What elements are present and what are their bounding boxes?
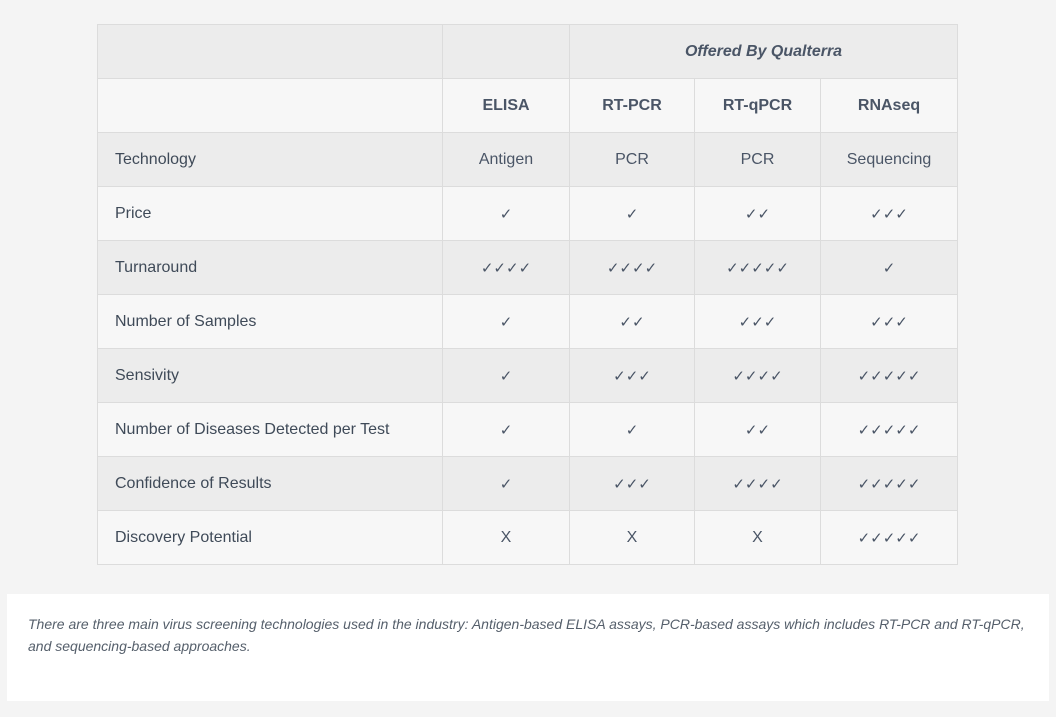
row-label-turnaround: Turnaround xyxy=(98,241,443,295)
table-cell: ✓✓✓✓ xyxy=(570,241,695,295)
table-cell: ✓ xyxy=(570,403,695,457)
table-cell: ✓✓✓✓ xyxy=(695,457,821,511)
table-caption: There are three main virus screening technologies used in the industry: Antigen-based ELISA assays, PCR-based assays which includes RT-PCR and RT-qPCR, and sequencing-based approaches. xyxy=(28,616,1025,654)
table-cell: ✓✓✓ xyxy=(695,295,821,349)
table-row xyxy=(98,187,958,241)
table-cell: Antigen xyxy=(443,133,570,187)
table-cell: ✓ xyxy=(443,403,570,457)
table-row xyxy=(98,457,958,511)
table-cell: PCR xyxy=(695,133,821,187)
table-cell: ✓✓ xyxy=(695,187,821,241)
column-header-row xyxy=(98,79,958,133)
column-header-rnaseq: RNAseq xyxy=(821,79,958,133)
table-row xyxy=(98,241,958,295)
table-cell: ✓ xyxy=(443,187,570,241)
table-cell: ✓✓✓ xyxy=(821,295,958,349)
table-cell: ✓✓✓✓✓ xyxy=(695,241,821,295)
row-label-number-of-samples: Number of Samples xyxy=(98,295,443,349)
table-cell: ✓✓✓✓ xyxy=(695,349,821,403)
row-label-confidence-of-results: Confidence of Results xyxy=(98,457,443,511)
column-header-rt-pcr: RT-PCR xyxy=(570,79,695,133)
table-row xyxy=(98,403,958,457)
table-cell: ✓✓✓✓ xyxy=(443,241,570,295)
table-cell: ✓✓✓✓✓ xyxy=(821,511,958,565)
table-cell: X xyxy=(570,511,695,565)
row-label-price: Price xyxy=(98,187,443,241)
table-cell: ✓✓✓ xyxy=(570,349,695,403)
table-cell: PCR xyxy=(570,133,695,187)
table-cell: ✓✓✓ xyxy=(570,457,695,511)
table-cell: ✓ xyxy=(570,187,695,241)
table-cell: ✓ xyxy=(443,295,570,349)
table-cell: ✓✓✓ xyxy=(821,187,958,241)
table-cell: ✓ xyxy=(443,457,570,511)
table-cell: ✓ xyxy=(821,241,958,295)
table-row xyxy=(98,349,958,403)
column-header-elisa: ELISA xyxy=(443,79,570,133)
row-label-number-of-diseases: Number of Diseases Detected per Test xyxy=(98,403,443,457)
comparison-table xyxy=(97,24,958,565)
table-cell: ✓ xyxy=(443,349,570,403)
offered-by-header: Offered By Qualterra xyxy=(570,25,958,79)
row-label-technology: Technology xyxy=(98,133,443,187)
table-cell: Sequencing xyxy=(821,133,958,187)
empty-corner-cell xyxy=(98,25,443,79)
table-cell: ✓✓ xyxy=(570,295,695,349)
empty-elisa-group-cell xyxy=(443,25,570,79)
table-row xyxy=(98,511,958,565)
table-cell: ✓✓✓✓✓ xyxy=(821,457,958,511)
caption-box xyxy=(7,594,1049,701)
table-cell: ✓✓ xyxy=(695,403,821,457)
empty-label-header xyxy=(98,79,443,133)
table-cell: ✓✓✓✓✓ xyxy=(821,349,958,403)
column-header-rt-qpcr: RT-qPCR xyxy=(695,79,821,133)
row-label-discovery-potential: Discovery Potential xyxy=(98,511,443,565)
table-cell: X xyxy=(695,511,821,565)
table-row xyxy=(98,295,958,349)
row-label-sensivity: Sensivity xyxy=(98,349,443,403)
group-header-row xyxy=(98,25,958,79)
table-cell: ✓✓✓✓✓ xyxy=(821,403,958,457)
table-row xyxy=(98,133,958,187)
table-cell: X xyxy=(443,511,570,565)
